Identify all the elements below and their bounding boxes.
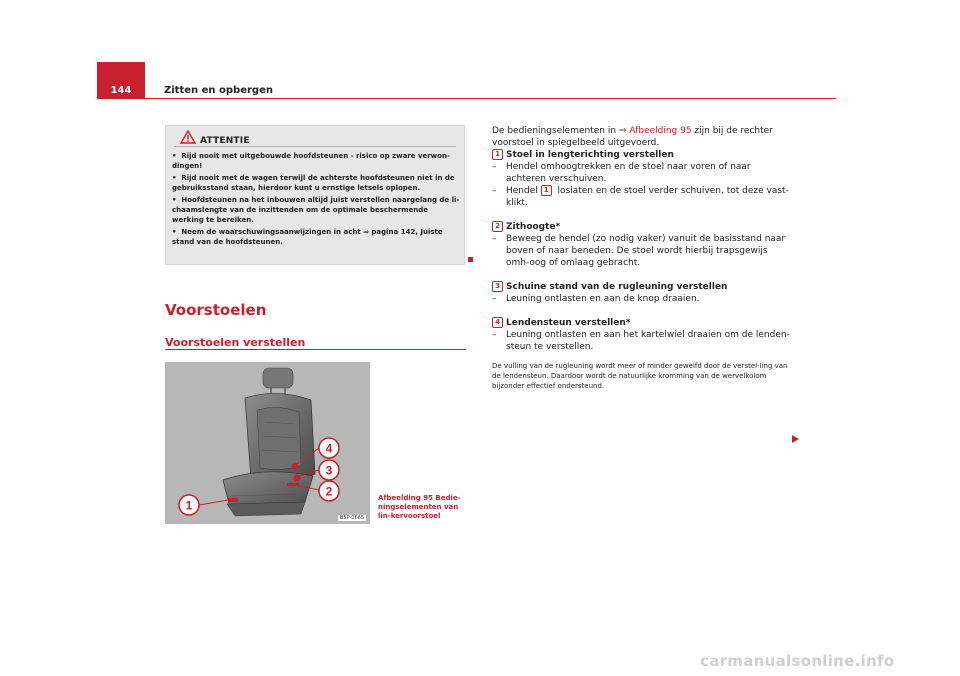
figure-link[interactable]: ⇒ Afbeelding 95 bbox=[618, 126, 692, 136]
step-heading bbox=[492, 221, 792, 233]
warning-item: • Rijd nooit met uitgebouwde hoofdsteunen - risico op zware verwon-dingen! bbox=[172, 152, 450, 170]
section-end-marker bbox=[468, 257, 473, 262]
figure-code: B5P-0665 bbox=[339, 515, 364, 521]
watermark: carmanualsonline.info bbox=[700, 652, 895, 670]
step-heading bbox=[492, 317, 792, 329]
instructions-column bbox=[492, 125, 792, 391]
warning-triangle-icon bbox=[180, 130, 196, 144]
page-number: 144 bbox=[97, 62, 145, 98]
warning-item: • Hoofdsteunen na het inbouwen altijd juist verstellen naargelang de li-chaamslengte van de inzittenden om de optimale beschermende werking te bereiken. bbox=[172, 196, 460, 224]
warning-item-text: Hoofdsteunen na het inbouwen altijd juist verstellen naargelang de li-chaamslengte van de inzittenden om de optimale beschermende werking te bereiken. bbox=[172, 196, 460, 224]
step-text: Hendel bbox=[506, 186, 541, 196]
step-instruction: – Hendel omhoogtrekken en de stoel naar voren of naar achteren verschuiven. bbox=[492, 161, 792, 185]
header-divider bbox=[97, 98, 836, 99]
intro-paragraph bbox=[492, 125, 792, 149]
step-text: loslaten en de stoel verder schuiven, tot deze vast-klikt. bbox=[506, 186, 789, 208]
warning-item-text: Neem de waarschuwingsaanwijzingen in acht ⇒ pagina 142, Juiste stand van de hoofdsteunen. bbox=[172, 228, 443, 246]
section-heading: Voorstoelen bbox=[165, 301, 267, 319]
step-title: Lendensteun verstellen* bbox=[506, 318, 631, 328]
warning-list bbox=[172, 151, 462, 249]
seat-figure bbox=[165, 362, 370, 524]
step-number-badge: 2 bbox=[492, 221, 503, 232]
step-instruction: – Leuning ontlasten en aan het kartelwiel draaien om de lenden-steun te verstellen. bbox=[492, 329, 792, 353]
intro-text-end: zijn bij de rechter voorstoel in spiegelbeeld uitgevoerd. bbox=[492, 126, 773, 148]
callout-2-label: 2 bbox=[325, 484, 333, 499]
warning-item-text: Rijd nooit met uitgebouwde hoofdsteunen - risico op zware verwon-dingen! bbox=[172, 152, 450, 170]
step-title: Stoel in lengterichting verstellen bbox=[506, 150, 674, 160]
callout-3-label: 3 bbox=[325, 463, 333, 478]
step-number-badge: 1 bbox=[492, 149, 503, 160]
warning-item: • Neem de waarschuwingsaanwijzingen in acht ⇒ pagina 142, Juiste stand van de hoofdsteunen. bbox=[172, 228, 443, 246]
step-title: Zithoogte* bbox=[506, 222, 561, 232]
callout-1-label: 1 bbox=[185, 498, 193, 513]
step-title: Schuine stand van de rugleuning verstellen bbox=[506, 282, 728, 292]
subsection-heading: Voorstoelen verstellen bbox=[165, 336, 306, 349]
note-paragraph: De vulling van de rugleuning wordt meer of minder gewelfd door de verstel-ling van de lendensteun. Daardoor wordt de natuurlijke kromming van de wervelkolom bijzonder effectief ondersteund. bbox=[492, 362, 788, 390]
warning-item: • Rijd nooit met de wagen terwijl de achterste hoofdsteunen niet in de gebruiksstand staan, hierdoor kunt u ernstige letsels oplopen. bbox=[172, 174, 455, 192]
step-number-badge: 4 bbox=[492, 317, 503, 328]
step-heading bbox=[492, 281, 792, 293]
warning-box bbox=[165, 125, 465, 265]
warning-title: ATTENTIE bbox=[200, 136, 250, 146]
callout-4-label: 4 bbox=[325, 441, 333, 456]
step-heading bbox=[492, 149, 792, 161]
figure-caption: Afbeelding 95 Bedie-ningselementen van lin-kervoorstoel bbox=[378, 494, 461, 520]
seat-illustration bbox=[165, 362, 370, 524]
inline-number-badge: 1 bbox=[541, 185, 552, 196]
step-instruction: – Leuning ontlasten en aan de knop draaien. bbox=[492, 293, 792, 305]
subsection-divider bbox=[165, 349, 466, 350]
page-header-title: Zitten en opbergen bbox=[164, 85, 273, 96]
warning-item-text: Rijd nooit met de wagen terwijl de achterste hoofdsteunen niet in de gebruiksstand staan, hierdoor kunt u ernstige letsels oplopen. bbox=[172, 174, 455, 192]
intro-text: De bedieningselementen in bbox=[492, 126, 619, 136]
next-page-arrow-icon[interactable] bbox=[792, 435, 799, 443]
step-number-badge: 3 bbox=[492, 281, 503, 292]
step-instruction: – Beweeg de hendel (zo nodig vaker) vanuit de basisstand naar boven of naar beneden. De stoel wordt hierbij trapsgewijs omh-oog of omlaag gebracht. bbox=[492, 233, 792, 269]
step-instruction bbox=[492, 185, 792, 209]
